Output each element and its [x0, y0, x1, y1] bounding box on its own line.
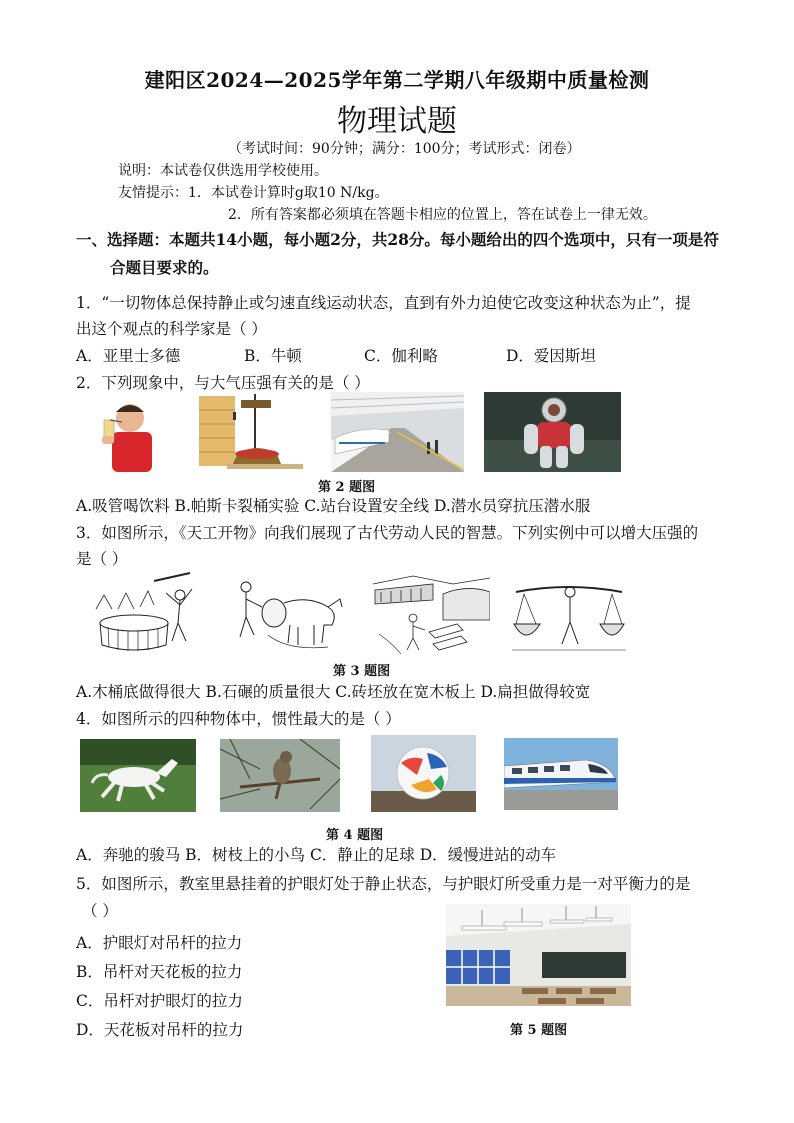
- q2-image-station-platform: [331, 392, 464, 472]
- q4-image-soccer-ball: [371, 735, 476, 812]
- q5-caption: 第 5 题图: [510, 1023, 568, 1038]
- note-usage: 说明：本试卷仅供选用学校使用。: [118, 163, 328, 179]
- q3-options: A.木桶底做得很大 B.石碾的质量很大 C.砖坯放在宽木板上 D.扁担做得较宽: [76, 683, 591, 701]
- q2-image-boy-drinking: [88, 392, 176, 472]
- q1-stem-cont: 出这个观点的科学家是（ ）: [76, 320, 267, 338]
- q3-image-carrying-pole: [512, 574, 626, 655]
- q1-option-c: C．伽利略: [364, 347, 438, 365]
- q3-stem: 3．如图所示，《天工开物》向我们展现了古代劳动人民的智慧。下列实例中可以增大压强的: [76, 524, 699, 542]
- q3-stem-cont: 是（ ）: [76, 550, 128, 568]
- note-gravity: 友情提示：1．本试卷计算时g取10 N/kg。: [118, 185, 389, 201]
- exam-title: 建阳区2024—2025学年第二学期八年级期中质量检测: [144, 68, 650, 92]
- exam-info: （考试时间：90分钟；满分：100分；考试形式：闭卷）: [228, 141, 581, 157]
- q1-option-d: D．爱因斯坦: [506, 347, 596, 365]
- q1-stem: 1．“一切物体总保持静止或匀速直线运动状态，直到有外力迫使它改变这种状态为止”，提: [76, 294, 691, 312]
- q5-stem: 5．如图所示，教室里悬挂着的护眼灯处于静止状态，与护眼灯所受重力是一对平衡力的是: [76, 875, 691, 893]
- q1-option-a: A．亚里士多德: [76, 347, 181, 365]
- q2-stem: 2．下列现象中，与大气压强有关的是（ ）: [76, 374, 370, 392]
- q2-caption: 第 2 题图: [318, 480, 376, 495]
- q2-options: A.吸管喝饮料 B.帕斯卡裂桶实验 C.站台设置安全线 D.潜水员穿抗压潜水服: [76, 497, 591, 515]
- q5-option-b: B．吊杆对天花板的拉力: [76, 963, 243, 981]
- q4-options: A．奔驰的骏马 B．树枝上的小鸟 C．静止的足球 D．缓慢进站的动车: [76, 846, 557, 864]
- q3-caption: 第 3 题图: [333, 664, 391, 679]
- section-heading: 一、选择题：本题共14小题，每小题2分，共28分。每小题给出的四个选项中，只有一项是符: [76, 230, 719, 249]
- q5-option-d: D．天花板对吊杆的拉力: [76, 1021, 244, 1039]
- q5-image-classroom-lamps: [446, 904, 631, 1006]
- q4-stem: 4．如图所示的四种物体中，惯性最大的是（ ）: [76, 710, 401, 728]
- q2-image-pascal-barrel: [197, 392, 307, 472]
- q1-option-b: B．牛顿: [244, 347, 302, 365]
- q4-caption: 第 4 题图: [326, 828, 384, 843]
- q3-image-wooden-tub: [94, 571, 202, 655]
- q3-image-stone-roller: [228, 573, 346, 655]
- q4-image-bullet-train: [504, 738, 618, 810]
- q4-image-bird-on-branch: [220, 739, 340, 812]
- q5-option-a: A．护眼灯对吊杆的拉力: [76, 934, 243, 952]
- q5-stem-cont: （ ）: [82, 902, 118, 920]
- subject-title: 物理试题: [337, 104, 457, 139]
- section-heading-cont: 合题目要求的。: [110, 258, 219, 277]
- q4-image-horse: [80, 739, 196, 812]
- note-answer-sheet: 2．所有答案都必须填在答题卡相应的位置上，答在试卷上一律无效。: [228, 207, 657, 223]
- q3-image-brick-boards: [373, 574, 490, 655]
- q2-image-diving-suit: [484, 392, 621, 472]
- q5-option-c: C．吊杆对护眼灯的拉力: [76, 992, 243, 1010]
